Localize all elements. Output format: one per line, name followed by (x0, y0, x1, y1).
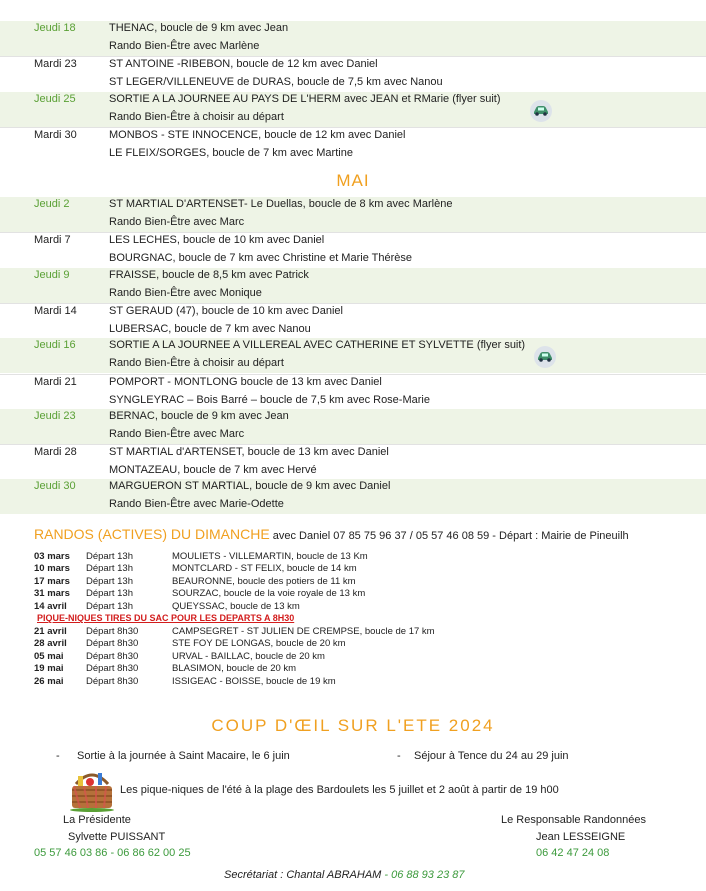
row-day: Jeudi 9 (34, 268, 70, 281)
row-line-2: SYNGLEYRAC – Bois Barré – boucle de 7,5 km avec Rose-Marie (109, 393, 430, 406)
sunday-place: ISSIGEAC - BOISSE, boucle de 19 km (172, 675, 336, 687)
sunday-date: 14 avril (34, 600, 67, 612)
schedule-row (0, 127, 706, 163)
car-icon (530, 100, 552, 122)
schedule-row (0, 374, 706, 410)
schedule-row (0, 232, 706, 268)
sunday-departure: Départ 13h (86, 600, 134, 612)
sunday-date: 05 mai (34, 650, 64, 662)
row-line-2: Rando Bien-Être avec Marie-Odette (109, 498, 284, 511)
row-line-2: LE FLEIX/SORGES, boucle de 7 km avec Martine (109, 146, 353, 159)
row-line-1: SORTIE A LA JOURNEE AU PAYS DE L'HERM avec JEAN et RMarie (flyer suit) (109, 92, 501, 105)
sunday-place: MOULIETS - VILLEMARTIN, boucle de 13 Km (172, 551, 368, 562)
schedule-row (0, 56, 706, 92)
sunday-date: 03 mars (34, 551, 70, 562)
president-name: Sylvette PUISSANT (68, 831, 166, 843)
picnic-warning: PIQUE-NIQUES TIRES DU SAC POUR LES DEPARTS A 8H30 (37, 613, 295, 623)
sunday-place: BEAURONNE, boucle des potiers de 11 km (172, 575, 356, 587)
row-line-1: ST GERAUD (47), boucle de 10 km avec Daniel (109, 304, 343, 317)
row-line-2: Rando Bien-Être avec Marc (109, 427, 245, 440)
sunday-date: 21 avril (34, 626, 67, 637)
car-icon (534, 346, 556, 368)
row-line-1: ST MARTIAL d'ARTENSET, boucle de 13 km avec Daniel (109, 446, 389, 459)
row-line-1: FRAISSE, boucle de 8,5 km avec Patrick (109, 268, 309, 281)
picnic-text: Les pique-niques de l'été à la plage des Bardoulets les 5 juillet et 2 août à partir de 19 h00 (120, 784, 559, 796)
row-day: Jeudi 23 (34, 409, 76, 422)
summer-dash-1: - (56, 750, 60, 762)
row-line-2: Rando Bien-Être à choisir au départ (109, 110, 284, 123)
sunday-header (34, 526, 629, 542)
row-day: Jeudi 30 (34, 480, 76, 493)
row-line-2: BOURGNAC, boucle de 7 km avec Christine et Marie Thérèse (109, 252, 413, 265)
president-phone: 05 57 46 03 86 - 06 86 62 00 25 (34, 847, 191, 859)
row-day: Mardi 30 (34, 128, 77, 141)
row-line-2: ST LEGER/VILLENEUVE de DURAS, boucle de 7,5 km avec Nanou (109, 76, 443, 89)
schedule-row (0, 444, 706, 480)
responsible-role: Le Responsable Randonnées (501, 814, 646, 826)
row-line-2: MONTAZEAU, boucle de 7 km avec Hervé (109, 464, 317, 477)
schedule-row (0, 409, 706, 444)
sunday-departure: Départ 8h30 (86, 675, 139, 687)
sunday-date: 19 mai (34, 663, 64, 675)
row-line-1: MARGUERON ST MARTIAL, boucle de 9 km avec Daniel (109, 480, 391, 493)
responsible-phone: 06 42 47 24 08 (536, 847, 610, 859)
schedule-row (0, 479, 706, 514)
sunday-departure: Départ 13h (86, 588, 134, 600)
picnic-basket-icon (68, 770, 116, 815)
sunday-date: 17 mars (34, 575, 70, 587)
secretariat-line (224, 869, 465, 881)
row-day: Jeudi 2 (34, 198, 70, 210)
row-line-1: MONBOS - STE INNOCENCE, boucle de 12 km avec Daniel (109, 128, 406, 141)
row-line-1: POMPORT - MONTLONG boucle de 13 km avec Daniel (109, 375, 382, 388)
row-day: Jeudi 16 (34, 339, 76, 352)
sunday-departure: Départ 8h30 (86, 638, 139, 650)
row-day: Mardi 23 (34, 58, 77, 71)
sunday-title: RANDOS (ACTIVES) DU DIMANCHE (34, 526, 270, 542)
sunday-date: 31 mars (34, 588, 70, 600)
secretariat-phone: - 06 88 93 23 87 (381, 869, 465, 881)
row-day: Mardi 21 (34, 375, 77, 388)
row-line-1: ST ANTOINE -RIBEBON, boucle de 12 km avec Daniel (109, 58, 378, 71)
row-day: Jeudi 25 (34, 92, 76, 105)
summer-item-1: Sortie à la journée à Saint Macaire, le 6 juin (77, 750, 290, 762)
row-line-2: Rando Bien-Être avec Monique (109, 286, 262, 299)
sunday-place: QUEYSSAC, boucle de 13 km (172, 600, 300, 612)
sunday-date: 28 avril (34, 638, 67, 650)
sunday-place: SOURZAC, boucle de la voie royale de 13 km (172, 588, 366, 600)
sunday-departure: Départ 8h30 (86, 663, 139, 675)
row-day: Mardi 7 (34, 234, 71, 247)
sunday-date: 10 mars (34, 563, 70, 575)
summer-title: COUP D'ŒIL SUR L'ETE 2024 (211, 716, 495, 735)
sunday-place: MONTCLARD - ST FELIX, boucle de 14 km (172, 563, 357, 575)
row-day: Mardi 28 (34, 446, 77, 459)
sunday-departure: Départ 8h30 (86, 650, 139, 662)
sunday-subtitle: avec Daniel 07 85 75 96 37 / 05 57 46 08 59 - Départ : Mairie de Pineuilh (269, 530, 629, 542)
row-line-1: SORTIE A LA JOURNEE A VILLEREAL AVEC CATHERINE ET SYLVETTE (flyer suit) (109, 339, 526, 352)
sunday-place: URVAL - BAILLAC, boucle de 20 km (172, 650, 325, 662)
row-line-1: BERNAC, boucle de 9 km avec Jean (109, 409, 289, 422)
summer-item-2: Séjour à Tence du 24 au 29 juin (414, 750, 569, 762)
row-line-1: LES LECHES, boucle de 10 km avec Daniel (109, 234, 325, 247)
schedule-row (0, 92, 706, 127)
row-line-1: THENAC, boucle de 9 km avec Jean (109, 22, 289, 34)
row-line-2: Rando Bien-Être avec Marc (109, 216, 245, 228)
row-day: Jeudi 18 (34, 22, 76, 34)
sunday-departure: Départ 13h (86, 575, 134, 587)
secretariat-label: Secrétariat : Chantal ABRAHAM (224, 869, 382, 881)
sunday-departure: Départ 13h (86, 551, 134, 562)
summer-dash-2: - (397, 750, 401, 762)
sunday-date: 26 mai (34, 675, 64, 687)
responsible-name: Jean LESSEIGNE (536, 831, 626, 843)
president-role: La Présidente (63, 814, 131, 826)
schedule-row (0, 338, 706, 373)
row-line-1: ST MARTIAL D'ARTENSET- Le Duellas, boucle de 8 km avec Marlène (109, 198, 453, 210)
sunday-place: BLASIMON, boucle de 20 km (172, 663, 297, 675)
sunday-place: CAMPSEGRET - ST JULIEN DE CREMPSE, boucle de 17 km (172, 626, 435, 637)
row-line-2: Rando Bien-Être à choisir au départ (109, 357, 284, 370)
sunday-departure: Départ 13h (86, 563, 134, 575)
row-day: Mardi 14 (34, 304, 77, 317)
schedule-row (0, 21, 706, 56)
row-line-2: LUBERSAC, boucle de 7 km avec Nanou (109, 322, 311, 335)
sunday-place: STE FOY DE LONGAS, boucle de 20 km (172, 638, 346, 650)
sunday-departure: Départ 8h30 (86, 626, 139, 637)
schedule-row (0, 303, 706, 339)
schedule-row (0, 197, 706, 232)
row-line-2: Rando Bien-Être avec Marlène (109, 40, 260, 52)
section-title-mai: MAI (336, 171, 370, 190)
schedule-row (0, 268, 706, 303)
